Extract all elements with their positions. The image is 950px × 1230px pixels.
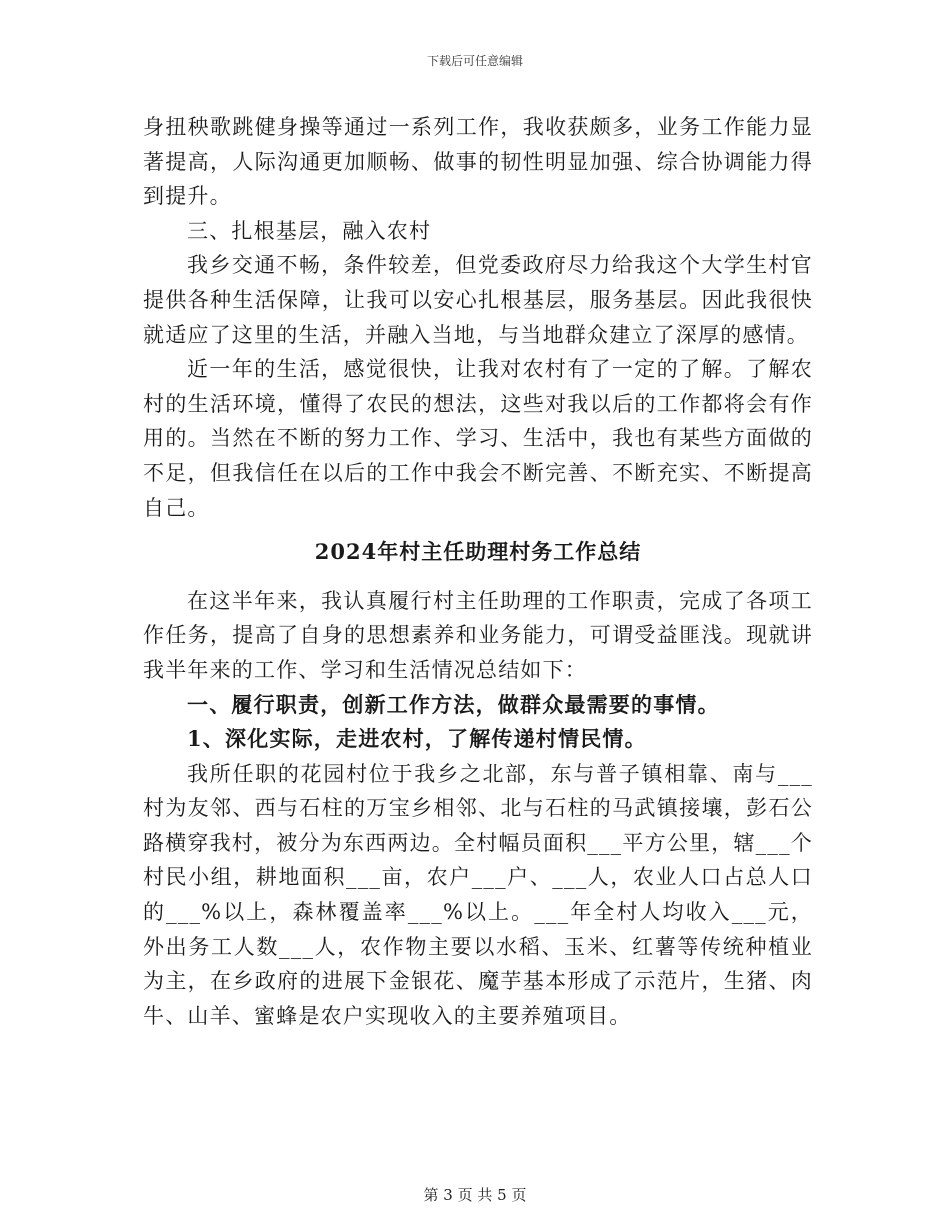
section-heading-three: 三、扎根基层，融入农村 xyxy=(187,218,432,243)
paragraph-village-info: 我所任职的花园村位于我乡之北部，东与普子镇相靠、南与___村为友邻、西与石柱的万宝乡相邻、北与石柱的马武镇接壤，彭石公路横穿我村，被分为东西两边。全村幅员面积___平方公里，辖___个村民小组，耕地面积___亩，农户___户、___人，农业人口占总人口的___%以上，森林覆盖率___%以上。___年全村人均收入___元，外出务工人数___人，农作物主要以水稻、玉米、红薯等传统种植业为主，在乡政府的进展下金银花、魔芋基本形成了示范片，生猪、肉牛、山羊、蜜蜂是农户实现收入的主要养殖项目。 xyxy=(143,761,813,1028)
page-number: 第 3 页 共 5 页 xyxy=(423,1186,527,1204)
document-body xyxy=(143,110,813,1033)
paragraph-transport: 我乡交通不畅，条件较差，但党委政府尽力给我这个大学生村官提供各种生活保障，让我可以安心扎根基层，服务基层。因此我很快就适应了这里的生活，并融入当地，与当地群众建立了深厚的感情。 xyxy=(143,253,813,347)
section-heading-one: 一、履行职责，创新工作方法，做群众最需要的事情。 xyxy=(187,691,720,717)
document-title: 2024年村主任助理村务工作总结 xyxy=(314,539,642,565)
paragraph-continued: 身扭秧歌跳健身操等通过一系列工作，我收获颇多，业务工作能力显著提高，人际沟通更加顺畅、做事的韧性明显加强、综合协调能力得到提升。 xyxy=(143,115,813,209)
paragraph-year-life: 近一年的生活，感觉很快，让我对农村有了一定的了解。了解农村的生活环境，懂得了农民的想法，这些对我以后的工作都将会有作用的。当然在不断的努力工作、学习、生活中，我也有某些方面做的不足，但我信任在以后的工作中我会不断完善、不断充实、不断提高自己。 xyxy=(143,357,813,520)
page-header: 下载后可任意编辑 xyxy=(426,54,523,68)
paragraph-intro: 在这半年来，我认真履行村主任助理的工作职责，完成了各项工作任务，提高了自身的思想素养和业务能力，可谓受益匪浅。现就讲我半年来的工作、学习和生活情况总结如下： xyxy=(143,588,813,682)
subsection-heading-one: 1、深化实际，走进农村，了解传递村情民情。 xyxy=(187,726,647,752)
